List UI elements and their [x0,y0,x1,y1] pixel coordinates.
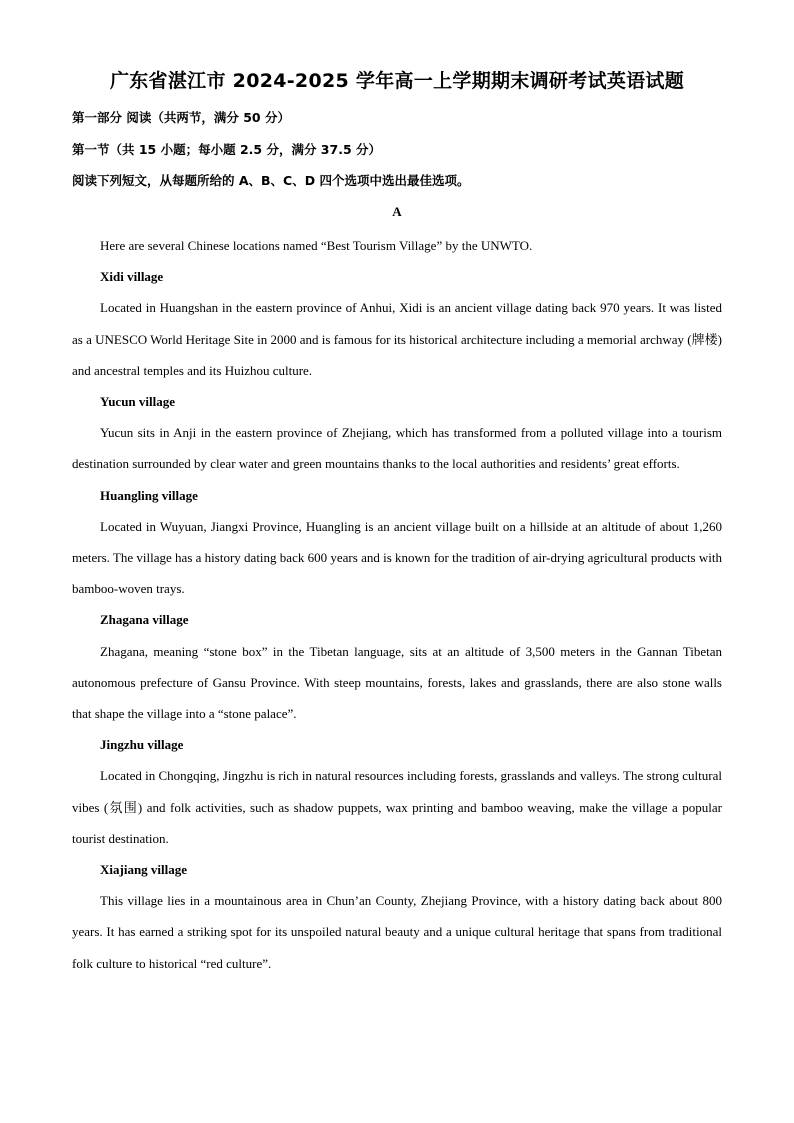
village-heading: Huangling village [100,487,198,503]
village-heading: Xiajiang village [100,862,188,878]
village-paragraph: Zhagana, meaning “stone box” in the Tibetan language, sits at an altitude of 3,500 meters in the Gannan Tibetan autonomous prefecture of Gansu Province. With steep mountains, forests, lakes and grasslands, there are also stone walls that shape the village into a “stone palace”. [72,643,722,722]
village-paragraph: This village lies in a mountainous area in Chun’an County, Zhejiang Province, with a history dating back about 800 years. It has earned a striking spot for its unspoiled natural beauty and a unique cultural heritage that spans from traditional folk culture to historical “red culture”. [72,893,722,971]
village-heading: Zhagana village [100,612,189,628]
village-paragraph: Located in Huangshan in the eastern province of Anhui, Xidi is an ancient village dating back 970 years. It was listed as a UNESCO World Heritage Site in 2000 and is famous for its historical architecture including a memorial archway (牌楼) and ancestral temples and its Huizhou culture. [72,300,722,378]
part-heading: 第一部分 阅读（共两节，满分 50 分） [72,110,290,125]
village-heading: Xidi village [100,269,164,285]
document-title: 广东省湛江市 2024-2025 学年高一上学期期末调研考试英语试题 [109,70,685,92]
passage-body [72,230,722,979]
village-heading: Yucun village [100,394,176,410]
village-paragraph: Located in Wuyuan, Jiangxi Province, Huangling is an ancient village built on a hillside at an altitude of about 1,260 meters. The village has a history dating back 600 years and is known for the tradition of air-drying agricultural products with bamboo-woven trays. [72,518,722,597]
village-paragraph: Located in Chongqing, Jingzhu is rich in natural resources including forests, grasslands and valleys. The strong cultural vibes (氛围) and folk activities, such as shadow puppets, wax printing and bamboo weaving, make the village a popular tourist destination. [72,768,722,846]
passage-letter: A [392,204,402,219]
section-heading: 第一节（共 15 小题；每小题 2.5 分，满分 37.5 分） [72,142,381,157]
village-heading: Jingzhu village [100,737,184,753]
village-paragraph: Yucun sits in Anji in the eastern province of Zhejiang, which has transformed from a polluted village into a tourism destination surrounded by clear water and green mountains thanks to the local authorities and residents’ great efforts. [72,425,722,472]
instruction: 阅读下列短文，从每题所给的 A、B、C、D 四个选项中选出最佳选项。 [72,173,470,188]
passage-intro: Here are several Chinese locations named “Best Tourism Village” by the UNWTO. [100,238,533,253]
